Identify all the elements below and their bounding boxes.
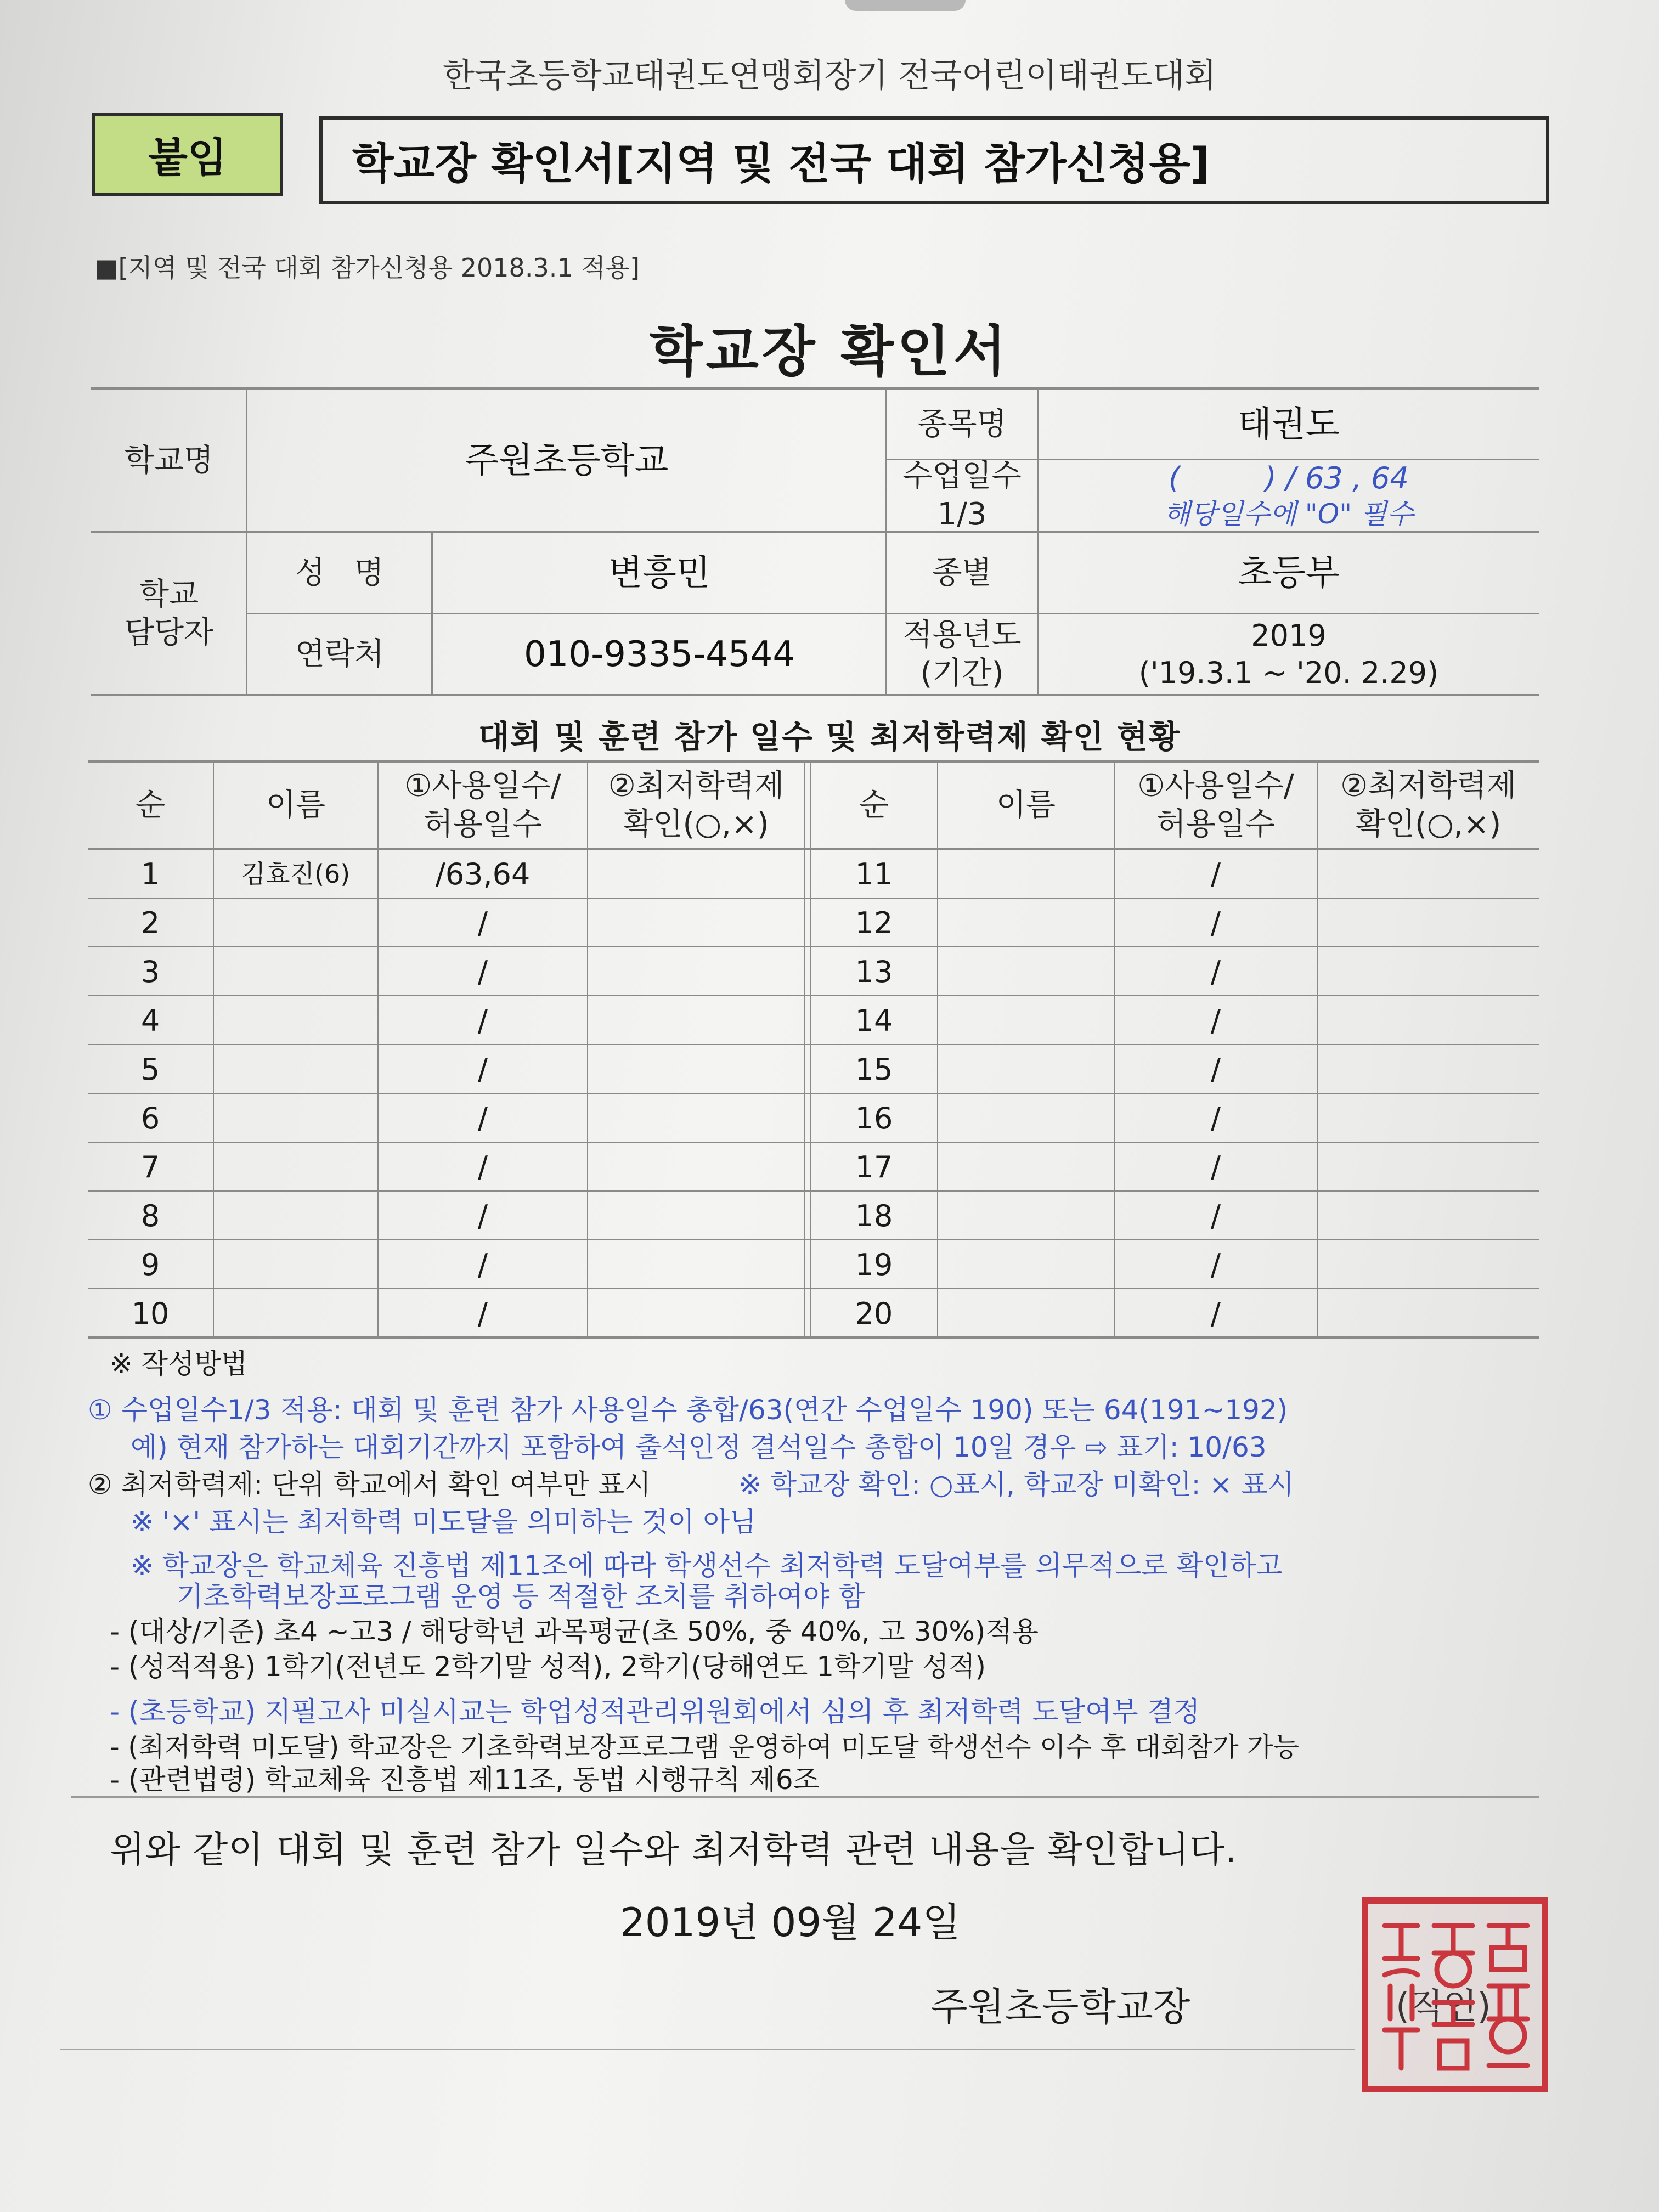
table-cell-name: 김효진(6) bbox=[241, 859, 351, 889]
document-box-title bbox=[319, 116, 1549, 204]
table-cell-days: / bbox=[477, 954, 488, 989]
contact-person-label-2: 담당자 bbox=[124, 614, 214, 651]
division-label: 종별 bbox=[932, 555, 992, 591]
table-cell-check bbox=[588, 996, 804, 1045]
col-header-check-right-2: 확인(○,×) bbox=[1355, 806, 1502, 842]
table-cell-days: / bbox=[1210, 1247, 1221, 1282]
col-header-no-right: 순 bbox=[859, 787, 889, 823]
year-value-1: 2019 bbox=[1251, 618, 1327, 653]
class-days-value-1: ( ) / 63 , 64 bbox=[1168, 461, 1409, 495]
class-days-label-1: 수업일수 bbox=[902, 458, 1022, 494]
table-cell-no: 4 bbox=[140, 1003, 160, 1038]
table-cell-no: 7 bbox=[140, 1149, 160, 1184]
instructions-heading: ※ 작성방법 bbox=[110, 1348, 247, 1380]
table-cell-check bbox=[1318, 1045, 1539, 1094]
instruction-line-1: ① 수업일수1/3 적용: 대회 및 훈련 참가 사용일수 총합/63(연간 수업일수 190) 또는 64(191~192) bbox=[88, 1394, 1288, 1426]
table-cell-days: / bbox=[1210, 1296, 1221, 1331]
table-cell-check bbox=[588, 1094, 804, 1143]
col-header-check-left-1: ②최저학력제 bbox=[608, 768, 785, 804]
table-cell-check bbox=[1318, 1240, 1539, 1289]
table-cell-no: 10 bbox=[131, 1296, 170, 1331]
event-title: 한국초등학교태권도연맹회장기 전국어린이태권도대회 bbox=[442, 57, 1217, 95]
table-cell-check bbox=[588, 1240, 804, 1289]
instruction-line-8: - (성적적용) 1학기(전년도 2학기말 성적), 2학기(당해연도 1학기말 성적) bbox=[110, 1651, 986, 1683]
division-value: 초등부 bbox=[1238, 553, 1340, 594]
table-cell-name bbox=[938, 1143, 1114, 1192]
instruction-line-3b: ※ 학교장 확인: ○표시, 학교장 미확인: × 표시 bbox=[738, 1469, 1294, 1500]
instruction-line-6: 기초학력보장프로그램 운영 등 적절한 조치를 취하여야 함 bbox=[177, 1581, 865, 1612]
table-cell-no: 12 bbox=[855, 905, 893, 940]
contact-person-label-1: 학교 bbox=[139, 576, 199, 612]
year-label-2: (기간) bbox=[920, 655, 1004, 691]
event-label: 종목명 bbox=[917, 407, 1007, 442]
instruction-line-4: ※ '×' 표시는 최저학력 미도달을 의미하는 것이 아님 bbox=[131, 1506, 757, 1538]
table-cell-name bbox=[214, 1240, 377, 1289]
table-cell-no: 15 bbox=[855, 1052, 893, 1087]
main-title: 학교장 확인서 bbox=[649, 319, 1010, 383]
year-value bbox=[1039, 614, 1539, 694]
table-cell-check bbox=[588, 1192, 804, 1240]
table-cell-name bbox=[938, 1192, 1114, 1240]
class-days-value bbox=[1039, 460, 1539, 531]
instruction-line-3a: ② 최저학력제: 단위 학교에서 확인 여부만 표시 bbox=[88, 1469, 651, 1500]
table-cell-name bbox=[214, 947, 377, 996]
table-cell-days: / bbox=[477, 1247, 488, 1282]
col-header-check-left-2: 확인(○,×) bbox=[623, 806, 769, 842]
col-header-days-left-2: 허용일수 bbox=[423, 806, 543, 842]
table-cell-no: 5 bbox=[140, 1052, 160, 1087]
table-cell-days: / bbox=[477, 1149, 488, 1184]
table-cell-no: 8 bbox=[140, 1198, 160, 1233]
official-seal-stamp bbox=[1362, 1897, 1548, 2092]
table-cell-name bbox=[214, 1192, 377, 1240]
table-cell-name bbox=[938, 850, 1114, 899]
class-days-label-2: 1/3 bbox=[937, 496, 987, 532]
table-cell-no: 18 bbox=[855, 1198, 893, 1233]
table-cell-no: 3 bbox=[140, 954, 160, 989]
paper-clip bbox=[845, 0, 966, 11]
instruction-line-11: - (관련법령) 학교체육 진흥법 제11조, 동법 시행규칙 제6조 bbox=[110, 1764, 820, 1796]
table-cell-no: 14 bbox=[855, 1003, 893, 1038]
confirmation-statement: 위와 같이 대회 및 훈련 참가 일수와 최저학력 관련 내용을 확인합니다. bbox=[110, 1829, 1237, 1871]
table-cell-name bbox=[938, 1240, 1114, 1289]
table-cell-no: 17 bbox=[855, 1149, 893, 1184]
instruction-line-10: - (최저학력 미도달) 학교장은 기초학력보장프로그램 운영하여 미도달 학생선수 이수 후 대회참가 가능 bbox=[110, 1731, 1299, 1763]
table-cell-no: 1 bbox=[140, 856, 160, 891]
table-cell-check bbox=[588, 947, 804, 996]
phone-value: 010-9335-4544 bbox=[523, 634, 795, 675]
attachment-badge: 붙임 bbox=[92, 113, 283, 196]
table-cell-days: /63,64 bbox=[435, 856, 531, 891]
table-cell-check bbox=[1318, 850, 1539, 899]
col-header-days-right-1: ①사용일수/ bbox=[1137, 768, 1294, 804]
year-label-1: 적용년도 bbox=[902, 617, 1022, 653]
applicability-note: ■[지역 및 전국 대회 참가신청용 2018.3.1 적용] bbox=[94, 253, 640, 283]
table-cell-check bbox=[588, 1045, 804, 1094]
name-label: 성 명 bbox=[295, 555, 384, 591]
col-header-no-left: 순 bbox=[135, 787, 166, 823]
status-table-title: 대회 및 훈련 참가 일수 및 최저학력제 확인 현황 bbox=[478, 718, 1181, 755]
table-cell-days: / bbox=[1210, 1003, 1221, 1038]
table-cell-check bbox=[588, 850, 804, 899]
table-cell-name bbox=[214, 1143, 377, 1192]
col-header-name-left: 이름 bbox=[266, 787, 326, 823]
table-cell-days: / bbox=[1210, 1052, 1221, 1087]
year-label bbox=[887, 614, 1037, 694]
table-cell-no: 13 bbox=[855, 954, 893, 989]
table-cell-no: 11 bbox=[855, 856, 893, 891]
col-header-days-right-2: 허용일수 bbox=[1156, 806, 1276, 842]
table-cell-check bbox=[1318, 1289, 1539, 1338]
year-value-2: ('19.3.1 ~ '20. 2.29) bbox=[1138, 655, 1439, 690]
class-days-label bbox=[887, 460, 1037, 531]
school-name-label: 학교명 bbox=[124, 443, 214, 478]
table-cell-no: 6 bbox=[140, 1101, 160, 1136]
table-cell-check bbox=[1318, 947, 1539, 996]
seal-mark-text: (직인) bbox=[1396, 1987, 1491, 2027]
table-cell-days: / bbox=[477, 1296, 488, 1331]
table-cell-name bbox=[214, 1094, 377, 1143]
table-cell-check bbox=[1318, 899, 1539, 947]
col-header-name-right: 이름 bbox=[996, 787, 1056, 823]
table-cell-no: 20 bbox=[855, 1296, 893, 1331]
table-cell-check bbox=[1318, 1192, 1539, 1240]
table-cell-name bbox=[214, 996, 377, 1045]
table-cell-days: / bbox=[1210, 1101, 1221, 1136]
table-cell-name bbox=[214, 1289, 377, 1338]
col-header-days-right bbox=[1115, 763, 1317, 848]
class-days-value-2: 해당일수에 "O" 필수 bbox=[1164, 498, 1414, 530]
table-cell-days: / bbox=[1210, 954, 1221, 989]
col-header-check-right-1: ②최저학력제 bbox=[1340, 768, 1516, 804]
document-box-title-text: 학교장 확인서[지역 및 전국 대회 참가신청용] bbox=[352, 139, 1210, 189]
table-cell-days: / bbox=[1210, 856, 1221, 891]
table-cell-days: / bbox=[1210, 905, 1221, 940]
table-cell-check bbox=[588, 899, 804, 947]
instruction-line-5: ※ 학교장은 학교체육 진흥법 제11조에 따라 학생선수 최저학력 도달여부를 의무적으로 확인하고 bbox=[131, 1550, 1283, 1582]
table-cell-name bbox=[214, 1045, 377, 1094]
instruction-line-2: 예) 현재 참가하는 대회기간까지 포함하여 출석인정 결석일수 총합이 10일 경우 ⇨ 표기: 10/63 bbox=[131, 1431, 1267, 1463]
seal-glyphs-icon bbox=[1368, 1904, 1542, 2086]
table-cell-name bbox=[938, 1045, 1114, 1094]
table-cell-name bbox=[938, 947, 1114, 996]
table-cell-check bbox=[588, 1143, 804, 1192]
table-cell-name bbox=[214, 899, 377, 947]
table-cell-days: / bbox=[1210, 1198, 1221, 1233]
contact-person-label bbox=[92, 533, 246, 694]
issue-date: 2019년 09월 24일 bbox=[620, 1899, 961, 1945]
table-cell-days: / bbox=[477, 905, 488, 940]
bottom-divider bbox=[60, 2049, 1355, 2050]
instruction-line-9: - (초등학교) 지필고사 미실시교는 학업성적관리위원회에서 심의 후 최저학력 도달여부 결정 bbox=[110, 1696, 1200, 1728]
table-cell-name bbox=[938, 996, 1114, 1045]
table-cell-check bbox=[1318, 1094, 1539, 1143]
name-value: 변흥민 bbox=[608, 553, 710, 594]
table-cell-check bbox=[588, 1289, 804, 1338]
col-header-check-right bbox=[1318, 763, 1539, 848]
table-cell-days: / bbox=[477, 1052, 488, 1087]
table-cell-no: 16 bbox=[855, 1101, 893, 1136]
school-name-value: 주원초등학교 bbox=[465, 441, 669, 481]
table-cell-no: 9 bbox=[140, 1247, 160, 1282]
instruction-line-7: - (대상/기준) 초4 ~고3 / 해당학년 과목평균(초 50%, 중 40%, 고 30%)적용 bbox=[110, 1616, 1039, 1647]
signer-title: 주원초등학교장 bbox=[930, 1984, 1190, 2029]
col-header-days-left bbox=[379, 763, 587, 848]
footer-divider bbox=[71, 1796, 1539, 1798]
table-cell-no: 2 bbox=[140, 905, 160, 940]
col-header-days-left-1: ①사용일수/ bbox=[404, 768, 561, 804]
table-cell-check bbox=[1318, 1143, 1539, 1192]
table-cell-name bbox=[938, 899, 1114, 947]
table-cell-days: / bbox=[477, 1101, 488, 1136]
phone-label: 연락처 bbox=[295, 636, 385, 672]
table-cell-name bbox=[938, 1289, 1114, 1338]
event-value: 태권도 bbox=[1238, 404, 1340, 445]
table-cell-name bbox=[938, 1094, 1114, 1143]
col-header-check-left bbox=[588, 763, 804, 848]
table-cell-days: / bbox=[477, 1198, 488, 1233]
table-cell-days: / bbox=[477, 1003, 488, 1038]
table-cell-check bbox=[1318, 996, 1539, 1045]
table-cell-days: / bbox=[1210, 1149, 1221, 1184]
table-cell-no: 19 bbox=[855, 1247, 893, 1282]
